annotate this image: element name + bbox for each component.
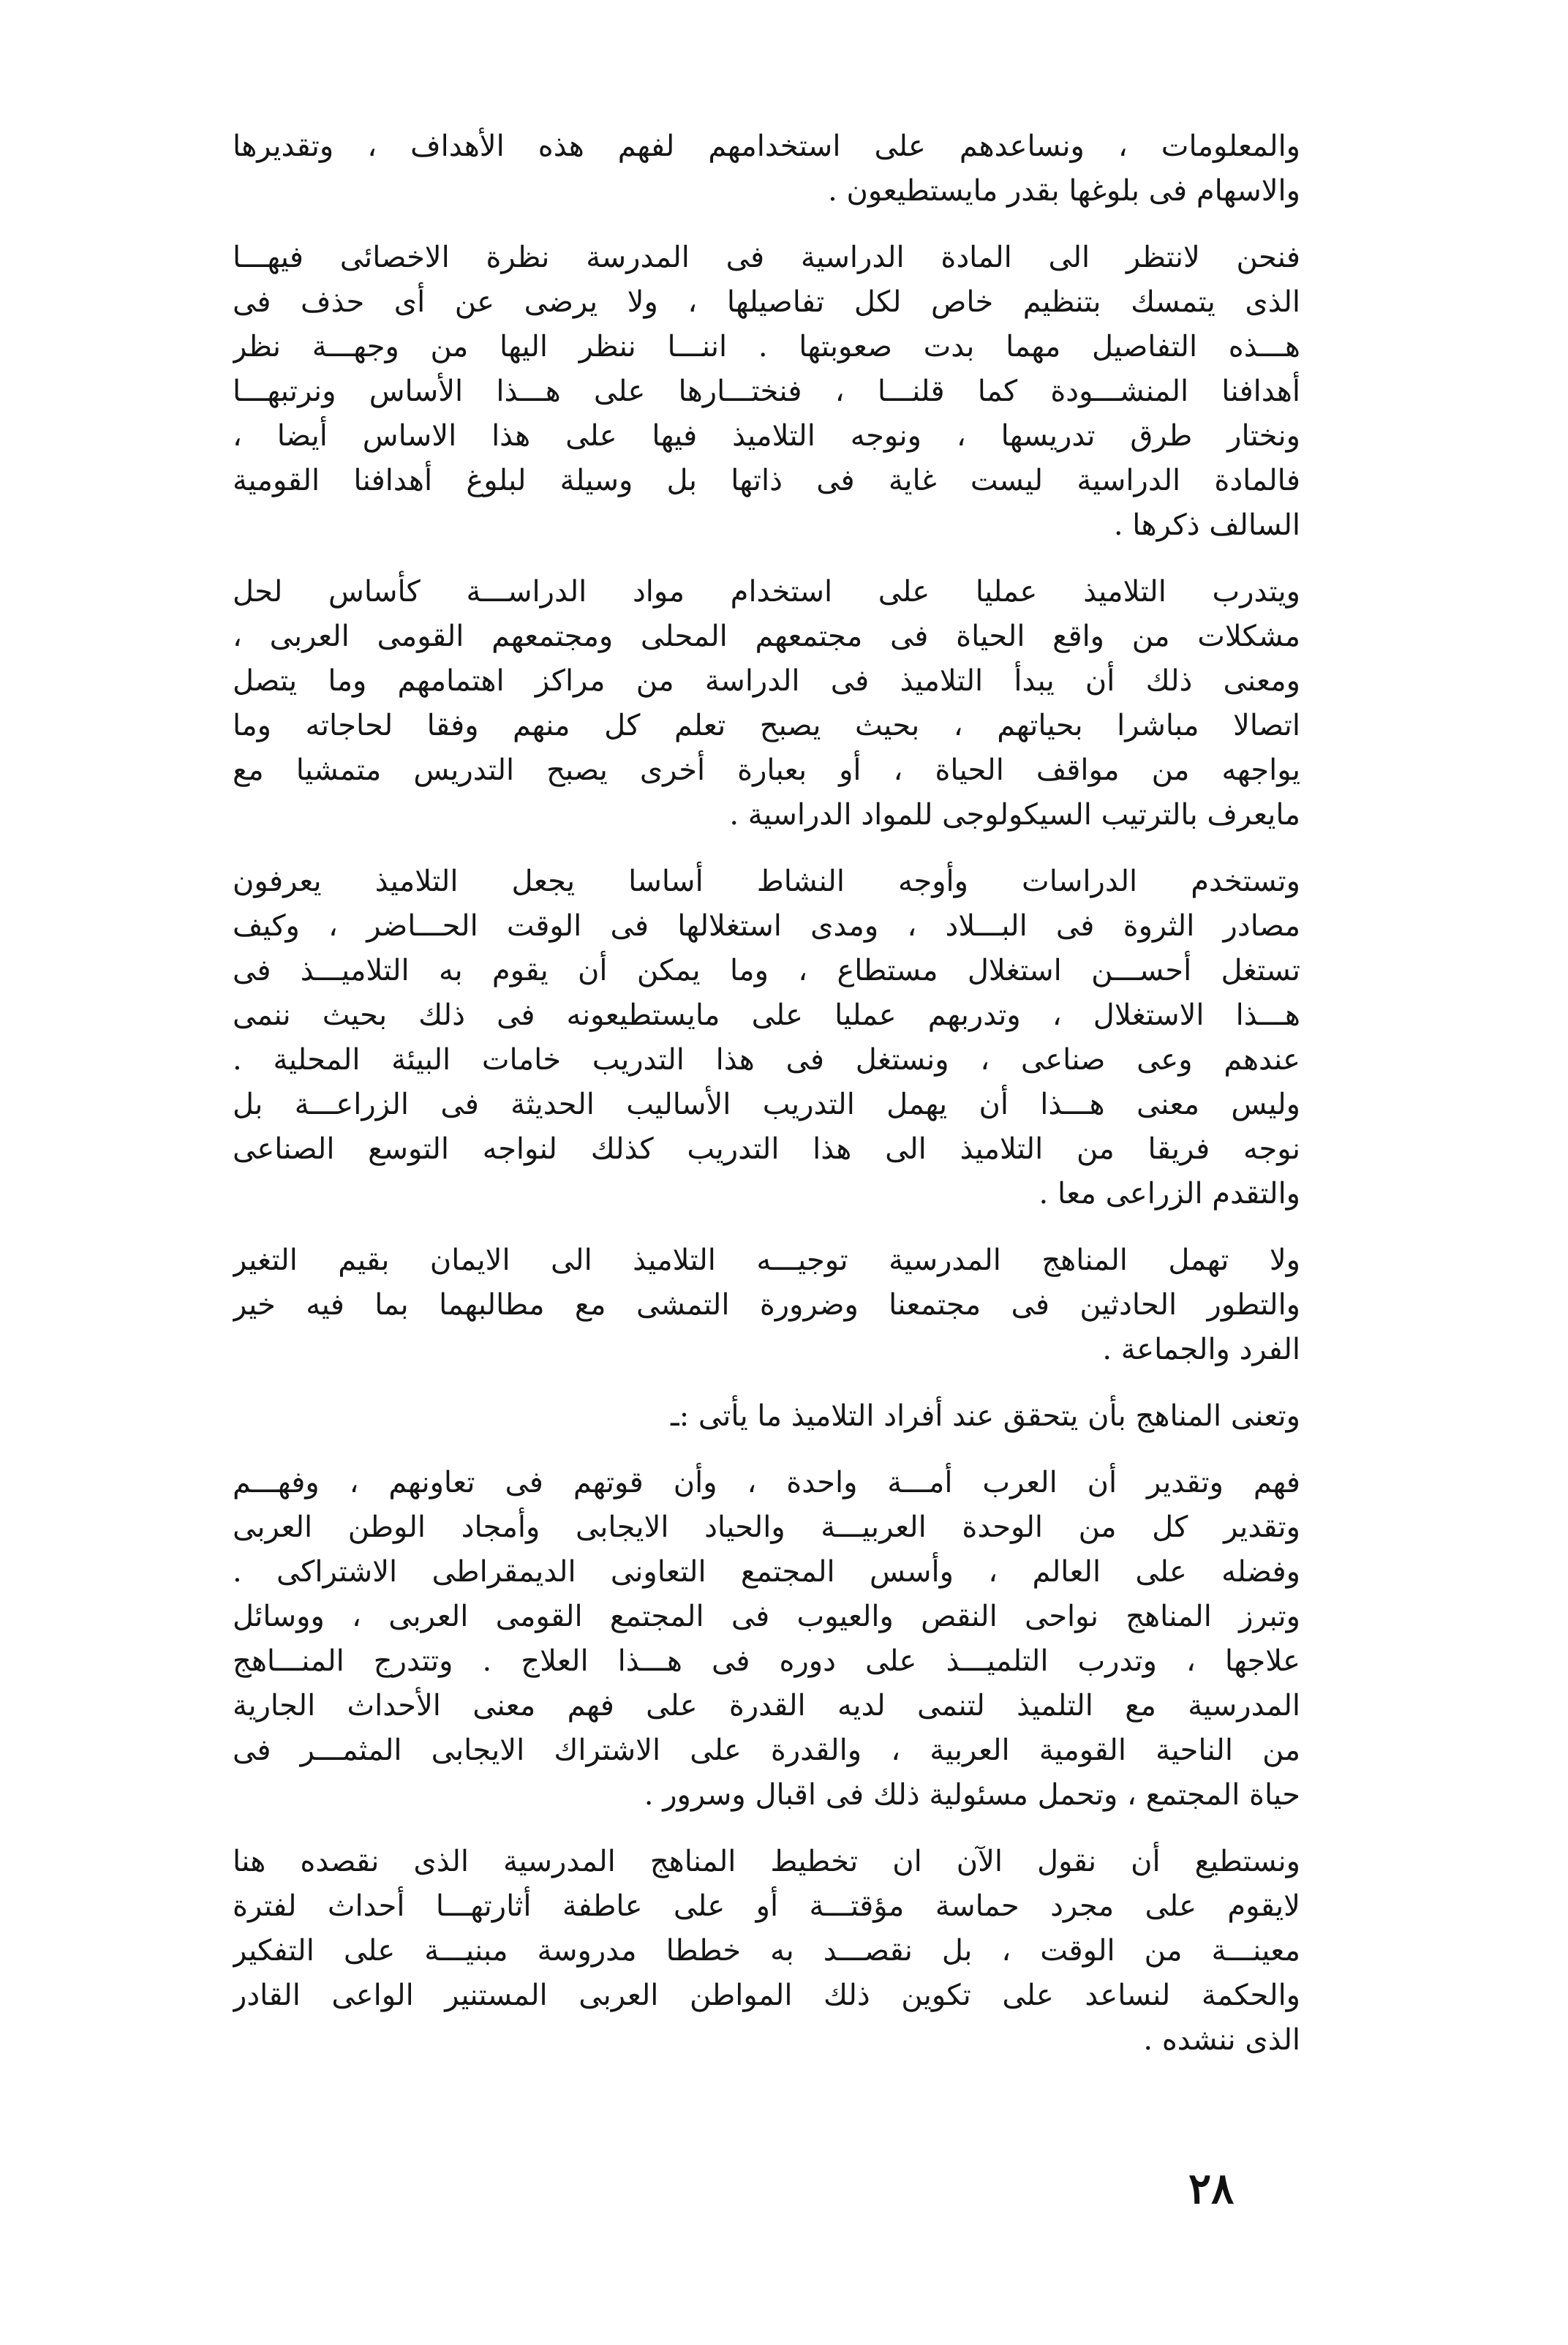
paragraph xyxy=(233,859,1300,1216)
text-line: الذى ننشده . xyxy=(1143,2023,1300,2057)
text-line: وليس معنى هـــذا أن يهمل التدريب الأساليب الحديثة فى الزراعـــة بل xyxy=(233,1088,1300,1121)
paragraph xyxy=(233,1238,1300,1372)
paragraph xyxy=(233,1461,1300,1818)
text-line: والاسهام فى بلوغها بقدر مايستطيعون . xyxy=(828,174,1300,208)
text-line: السالف ذكرها . xyxy=(1113,508,1300,542)
text-line: حياة المجتمع ، وتحمل مسئولية ذلك فى اقبال وسرور . xyxy=(644,1778,1300,1812)
body-text xyxy=(233,124,1300,2085)
paragraph xyxy=(233,570,1300,838)
text-line: ولا تهمل المناهج المدرسية توجيـــه التلاميذ الى الايمان بقيم التغير xyxy=(233,1243,1300,1277)
text-line: فهم وتقدير أن العرب أمـــة واحدة ، وأن قوتهم فى تعاونهم ، وفهـــم xyxy=(233,1466,1300,1499)
text-line: والحكمة لنساعد على تكوين ذلك المواطن العربى المستنير الواعى القادر xyxy=(233,1979,1300,2012)
text-line: والتقدم الزراعى معا . xyxy=(1039,1177,1300,1211)
paragraph xyxy=(233,1394,1300,1439)
text-line: والتطور الحادثين فى مجتمعنا وضرورة التمشى مع مطالبهما بما فيه خير xyxy=(233,1288,1300,1322)
text-line: مشكلات من واقع الحياة فى مجتمعهم المحلى ومجتمعهم القومى العربى ، xyxy=(233,620,1300,653)
text-line: الفرد والجماعة . xyxy=(1102,1333,1300,1366)
paragraph xyxy=(233,236,1300,548)
text-line: فالمادة الدراسية ليست غاية فى ذاتها بل وسيلة لبلوغ أهدافنا القومية xyxy=(233,464,1300,497)
text-line: وتستخدم الدراسات وأوجه النشاط أساسا يجعل التلاميذ يعرفون xyxy=(233,865,1300,898)
text-line: نوجه فريقا من التلاميذ الى هذا التدريب كذلك لنواجه التوسع الصناعى xyxy=(233,1132,1300,1166)
text-line: ومعنى ذلك أن يبدأ التلاميذ فى الدراسة من مراكز اهتمامهم وما يتصل xyxy=(233,664,1300,698)
text-line: لايقوم على مجرد حماسة مؤقتـــة أو على عاطفة أثارتهـــا أحداث لفترة xyxy=(233,1889,1300,1923)
text-line: وفضله على العالم ، وأسس المجتمع التعاونى الديمقراطى الاشتراكى . xyxy=(233,1555,1300,1589)
text-line: فنحن لانتظر الى المادة الدراسية فى المدرسة نظرة الاخصائى فيهـــا xyxy=(233,241,1300,274)
text-line: هـــذه التفاصيل مهما بدت صعوبتها . اننـــا ننظر اليها من وجهـــة نظر xyxy=(233,330,1300,364)
text-line: هـــذا الاستغلال ، وتدربهم عمليا على مايستطيعونه فى ذلك بحيث ننمى xyxy=(233,998,1300,1032)
text-line: معينـــة من الوقت ، بل نقصـــد به خططا مدروسة مبنيـــة على التفكير xyxy=(233,1934,1300,1968)
text-line: اتصالا مباشرا بحياتهم ، بحيث يصبح تعلم كل منهم وفقا لحاجاته وما xyxy=(233,709,1300,742)
text-line: علاجها ، وتدرب التلميـــذ على دوره فى هـــذا العلاج . وتتدرج المنـــاهج xyxy=(233,1644,1300,1678)
text-line: عندهم وعى صناعى ، ونستغل فى هذا التدريب خامات البيئة المحلية . xyxy=(233,1043,1300,1077)
text-line: من الناحية القومية العربية ، والقدرة على الاشتراك الايجابى المثمـــر فى xyxy=(233,1734,1300,1767)
text-line: أهدافنا المنشـــودة كما قلنـــا ، فنختـــارها على هـــذا الأساس ونرتبهـــا xyxy=(233,374,1300,408)
text-line: وتقدير كل من الوحدة العربيـــة والحياد الايجابى وأمجاد الوطن العربى xyxy=(233,1510,1300,1544)
text-line: والمعلومات ، ونساعدهم على استخدامهم لفهم هذه الأهداف ، وتقديرها xyxy=(233,129,1300,163)
paragraph xyxy=(233,124,1300,214)
text-line: وتعنى المناهج بأن يتحقق عند أفراد التلاميذ ما يأتى :ـ xyxy=(671,1399,1300,1433)
text-line: يواجهه من مواقف الحياة ، أو بعبارة أخرى يصبح التدريس متمشيا مع xyxy=(233,753,1300,787)
text-line: الذى يتمسك بتنظيم خاص لكل تفاصيلها ، ولا يرضى عن أى حذف فى xyxy=(233,285,1300,319)
text-line: تستغل أحســـن استغلال مستطاع ، وما يمكن أن يقوم به التلاميـــذ فى xyxy=(233,954,1300,987)
text-line: ونستطيع أن نقول الآن ان تخطيط المناهج المدرسية الذى نقصده هنا xyxy=(233,1845,1300,1878)
text-line: وتبرز المناهج نواحى النقص والعيوب فى المجتمع القومى العربى ، ووسائل xyxy=(233,1600,1300,1633)
text-line: مصادر الثروة فى البـــلاد ، ومدى استغلالها فى الوقت الحـــاضر ، وكيف xyxy=(233,909,1300,943)
text-line: ويتدرب التلاميذ عمليا على استخدام مواد الدراســـة كأساس لحل xyxy=(233,575,1300,609)
paragraph xyxy=(233,1840,1300,2063)
page-number: ٢٨ xyxy=(1188,2164,1235,2213)
text-line: ونختار طرق تدريسها ، ونوجه التلاميذ فيها على هذا الاساس أيضا ، xyxy=(233,419,1300,453)
text-line: مايعرف بالترتيب السيكولوجى للمواد الدراسية . xyxy=(729,798,1300,832)
text-line: المدرسية مع التلميذ لتنمى لديه القدرة على فهم معنى الأحداث الجارية xyxy=(233,1689,1300,1723)
